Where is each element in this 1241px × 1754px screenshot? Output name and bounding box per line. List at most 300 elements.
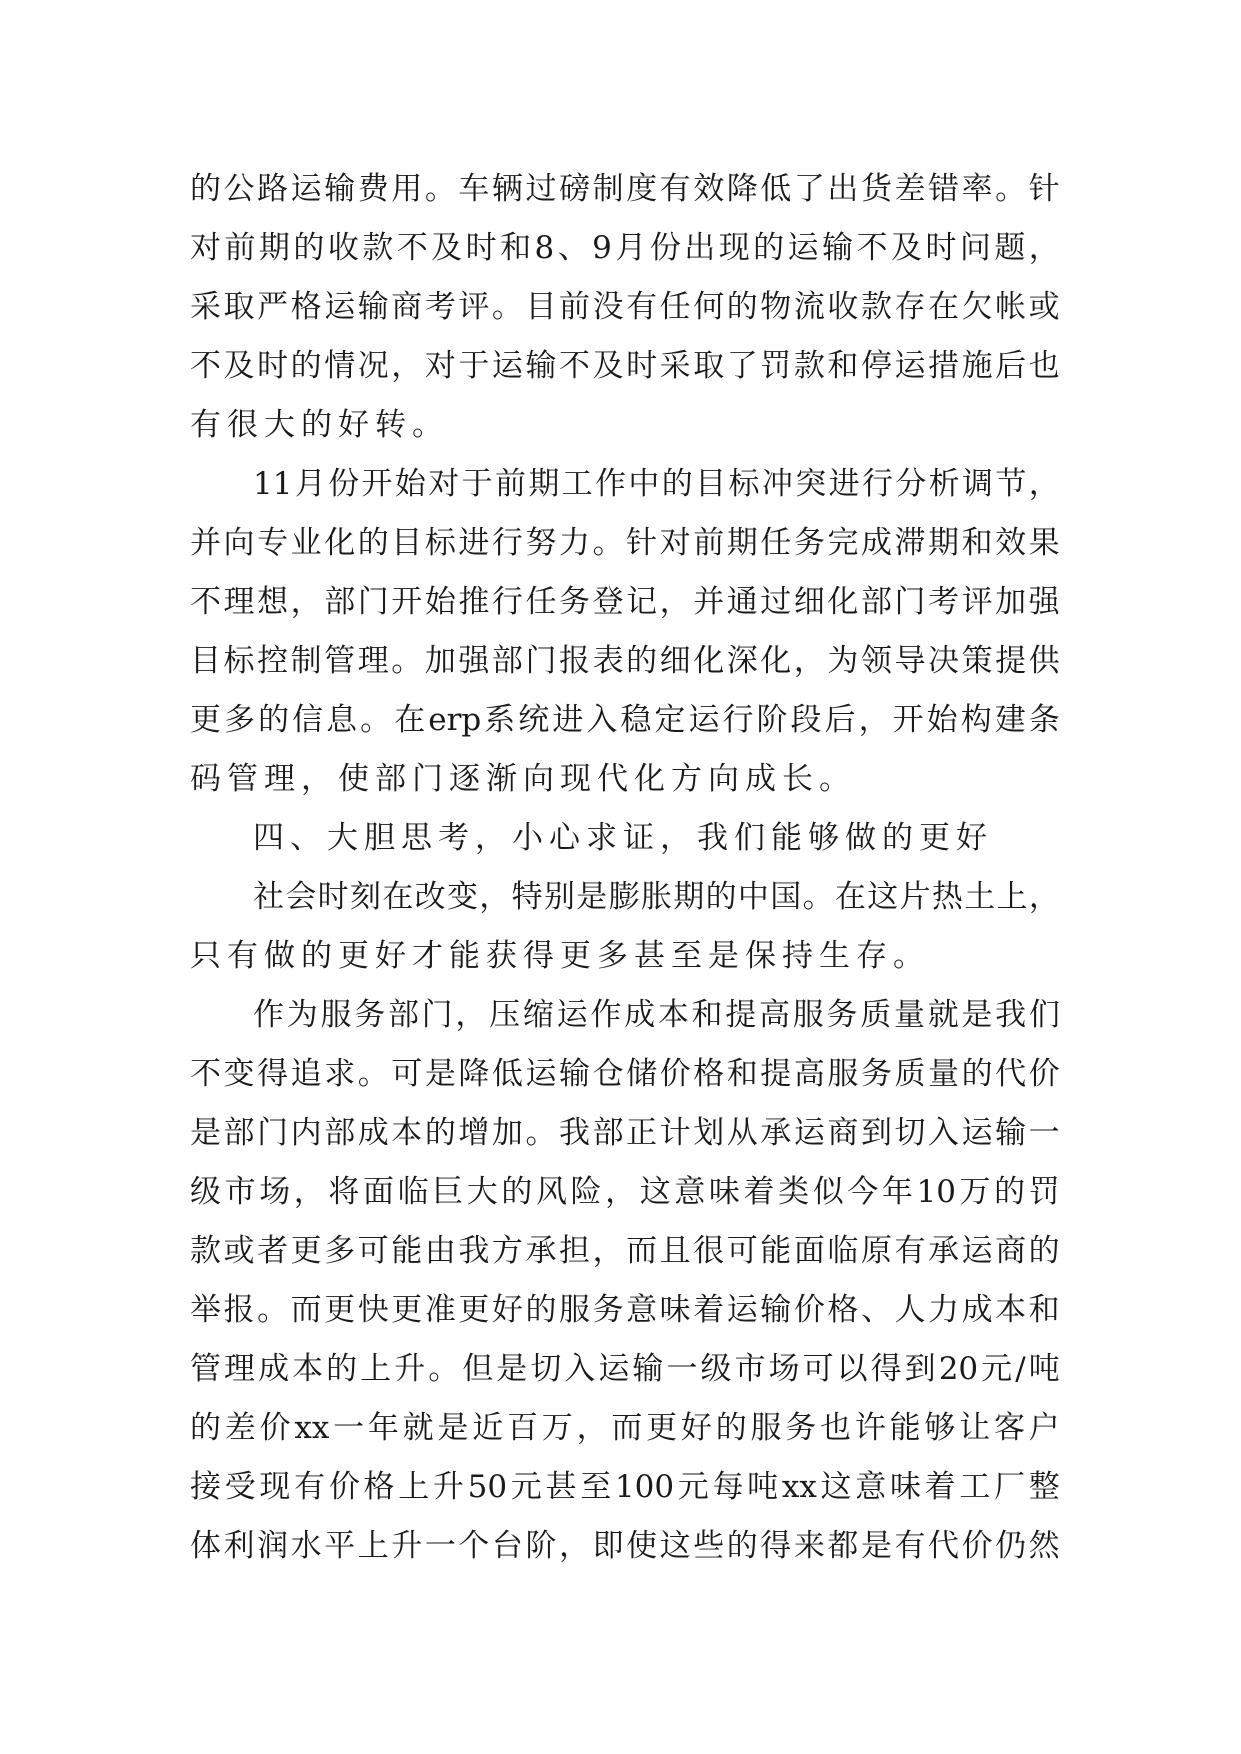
text-glyph: 前	[494, 466, 526, 502]
text-glyph: 对	[424, 348, 456, 384]
text-glyph: 针	[1028, 171, 1060, 207]
text-glyph: 报	[223, 1292, 255, 1328]
text-glyph: 于	[458, 348, 490, 384]
text-glyph: 但	[462, 1351, 494, 1387]
text-glyph: 作	[595, 466, 627, 502]
text-glyph: 路	[257, 171, 289, 207]
text-glyph: 部	[324, 584, 356, 620]
text-glyph: 也	[820, 1410, 852, 1446]
text-glyph: 目	[525, 289, 557, 325]
text-glyph: 。	[592, 525, 624, 561]
text-glyph: 代	[928, 1528, 960, 1564]
text-glyph: 变	[223, 1056, 255, 1092]
text-line	[190, 1340, 1060, 1399]
text-glyph: 润	[257, 1528, 289, 1564]
text-glyph: 承	[928, 1233, 960, 1269]
text-glyph: 得	[870, 1351, 902, 1387]
text-glyph: 成	[357, 1115, 389, 1151]
text-glyph: 就	[402, 1410, 434, 1446]
text-glyph: 降	[726, 171, 758, 207]
text-glyph: 款	[860, 289, 892, 325]
text-line	[190, 632, 1060, 691]
text-glyph: 通	[726, 584, 758, 620]
text-glyph: 味	[708, 1174, 740, 1210]
text-glyph: 追	[290, 1056, 322, 1092]
text-glyph: 开	[892, 702, 924, 738]
text-glyph: 成	[961, 1292, 993, 1328]
text-glyph: 商	[827, 1115, 859, 1151]
text-glyph: 目	[695, 466, 727, 502]
text-glyph: ，	[1028, 466, 1060, 502]
text-glyph: 方	[491, 1233, 523, 1269]
text-line	[190, 691, 1060, 750]
text-glyph: 及	[592, 348, 624, 384]
text-glyph: 这	[659, 1528, 691, 1564]
text-glyph: 行	[722, 702, 754, 738]
text-glyph: 阶	[756, 702, 788, 738]
text-glyph: 些	[693, 1528, 725, 1564]
text-glyph: 公	[223, 171, 255, 207]
text-glyph: 升	[432, 1469, 464, 1505]
text-glyph: 停	[860, 348, 892, 384]
text-glyph: 出	[827, 171, 859, 207]
text-line	[190, 1163, 1060, 1222]
text-glyph: 8	[534, 230, 555, 266]
text-glyph: 存	[894, 289, 926, 325]
text-glyph: 务	[826, 997, 858, 1033]
text-glyph: 部	[860, 584, 892, 620]
text-glyph: 输	[525, 348, 557, 384]
text-glyph: 的	[290, 348, 322, 384]
text-glyph: 服	[750, 1410, 782, 1446]
text-glyph: 市	[734, 1351, 766, 1387]
text-glyph: 前	[559, 289, 591, 325]
text-glyph: 客	[993, 1410, 1025, 1446]
text-glyph: 的	[626, 643, 658, 679]
text-glyph: 工	[959, 1469, 991, 1505]
text-glyph: 风	[535, 1174, 567, 1210]
text-glyph: 深	[726, 643, 758, 679]
text-glyph: 中	[737, 879, 769, 915]
text-glyph: 登	[592, 584, 624, 620]
text-glyph: 价	[328, 1469, 360, 1505]
text-glyph: 内	[290, 1115, 322, 1151]
text-glyph: 9	[592, 230, 612, 266]
text-glyph: ，	[479, 879, 511, 915]
text-glyph: 标	[223, 643, 255, 679]
text-glyph: 可	[802, 1351, 834, 1387]
text-line	[190, 219, 1060, 278]
text-glyph: 。	[802, 879, 834, 915]
text-glyph: 切	[894, 1115, 926, 1151]
text-glyph: 50	[467, 1469, 508, 1505]
text-glyph: 专	[257, 525, 289, 561]
text-glyph: 期	[528, 466, 560, 502]
text-glyph: 本	[657, 997, 689, 1033]
text-glyph: 压	[489, 997, 521, 1033]
text-glyph: 价	[793, 1292, 825, 1328]
text-glyph: 加	[424, 643, 456, 679]
text-glyph: 承	[525, 1233, 557, 1269]
text-glyph: 不	[190, 584, 221, 620]
text-glyph: 年	[881, 1174, 913, 1210]
text-glyph: 效	[693, 171, 725, 207]
text-line	[190, 278, 1060, 337]
text-glyph: 味	[659, 1292, 691, 1328]
text-glyph: 利	[223, 1528, 255, 1564]
text-glyph: 是	[424, 1056, 456, 1092]
text-glyph: 运	[961, 1233, 993, 1269]
text-glyph: 导	[894, 643, 926, 679]
text-glyph: 成	[860, 525, 892, 561]
document-body	[190, 160, 1060, 1576]
text-glyph: 任	[525, 584, 557, 620]
text-glyph: 对	[659, 525, 691, 561]
text-glyph: 从	[726, 1115, 758, 1151]
text-glyph: 运	[525, 1056, 557, 1092]
text-glyph: 个	[458, 1528, 490, 1564]
text-glyph: 着	[924, 1469, 956, 1505]
text-glyph: 10	[916, 1174, 956, 1210]
text-glyph: 物	[760, 289, 792, 325]
text-glyph: 着	[743, 1174, 775, 1210]
text-glyph: 代	[995, 1056, 1027, 1092]
text-glyph: 进	[552, 702, 584, 738]
text-glyph: 强	[1028, 584, 1060, 620]
text-glyph: 用	[391, 171, 423, 207]
text-glyph: 厂	[994, 1469, 1026, 1505]
text-glyph: 价	[659, 1056, 691, 1092]
text-glyph: 受	[224, 1469, 256, 1505]
text-glyph: 热	[931, 879, 963, 915]
text-glyph: 管	[190, 1351, 221, 1387]
text-glyph: 不	[190, 1056, 221, 1092]
text-line	[190, 1458, 1060, 1517]
text-glyph: 目	[190, 643, 221, 679]
text-glyph: 一	[666, 1351, 698, 1387]
text-line	[190, 1045, 1060, 1104]
text-glyph: 降	[458, 1056, 490, 1092]
text-glyph: 加	[995, 584, 1027, 620]
text-glyph: 调	[962, 466, 993, 502]
text-glyph: 运	[556, 997, 588, 1033]
text-glyph: 没	[592, 289, 624, 325]
text-glyph: 条	[1028, 702, 1060, 738]
text-glyph: 份	[649, 230, 681, 266]
text-glyph: 变	[446, 879, 478, 915]
text-glyph: 运	[726, 1292, 758, 1328]
text-glyph: 取	[223, 289, 255, 325]
text-glyph: 作	[590, 997, 622, 1033]
text-glyph: 为	[286, 997, 318, 1033]
text-glyph: 段	[790, 702, 822, 738]
text-glyph: 务	[559, 584, 591, 620]
text-glyph: 对	[428, 466, 460, 502]
text-line: 有很大的好转。	[190, 407, 449, 443]
text-glyph: 问	[959, 230, 991, 266]
text-glyph: 月	[615, 230, 647, 266]
text-glyph: 表	[592, 643, 624, 679]
text-glyph: 更	[190, 702, 221, 738]
text-glyph: 到	[904, 1351, 936, 1387]
text-glyph: 部	[223, 1115, 255, 1151]
text-line: 只有做的更好才能获得更多甚至是保持生存。	[190, 938, 930, 974]
text-glyph: 更	[646, 1410, 678, 1446]
text-glyph: ，	[293, 1174, 325, 1210]
text-glyph: 的	[326, 1351, 358, 1387]
text-glyph: 加	[491, 1115, 523, 1151]
text-glyph: 准	[424, 1292, 456, 1328]
text-glyph: 。	[360, 702, 392, 738]
text-glyph: ，	[1028, 879, 1060, 915]
text-line	[190, 1517, 1060, 1576]
text-glyph: 并	[693, 584, 725, 620]
text-glyph: 差	[224, 1410, 256, 1446]
text-glyph: 多	[224, 702, 256, 738]
text-glyph: 的	[258, 702, 290, 738]
text-glyph: 的	[726, 289, 758, 325]
text-glyph: 也	[1028, 348, 1060, 384]
text-glyph: 元	[677, 1469, 709, 1505]
text-glyph: 升	[394, 1351, 426, 1387]
text-glyph: 更	[458, 1292, 490, 1328]
text-glyph: 情	[324, 348, 356, 384]
text-glyph: 至	[580, 1469, 612, 1505]
text-glyph: 险	[570, 1174, 602, 1210]
text-glyph: 运	[491, 348, 523, 384]
text-glyph: 部	[592, 1115, 624, 1151]
text-glyph: 元	[981, 1351, 1013, 1387]
text-glyph: 况	[357, 348, 389, 384]
text-glyph: 是	[961, 997, 993, 1033]
text-glyph: 现	[259, 1469, 291, 1505]
text-glyph: 效	[995, 525, 1027, 561]
text-glyph: 化	[693, 643, 725, 679]
text-glyph: 的	[293, 230, 325, 266]
text-glyph: 在	[394, 702, 426, 738]
text-glyph: 率	[961, 171, 993, 207]
text-glyph: 和	[500, 230, 532, 266]
text-glyph: 阶	[525, 1528, 557, 1564]
text-glyph: 接	[190, 1469, 221, 1505]
text-glyph: 完	[827, 525, 859, 561]
text-glyph: 入	[586, 702, 618, 738]
text-glyph: 特	[511, 879, 543, 915]
text-glyph: 门	[894, 584, 926, 620]
text-glyph: 切	[530, 1351, 562, 1387]
text-glyph: 门	[257, 1115, 289, 1151]
text-glyph: 车	[458, 171, 490, 207]
text-glyph: 格	[290, 289, 322, 325]
text-glyph: ，	[290, 584, 322, 620]
text-glyph: 为	[827, 643, 859, 679]
text-glyph: 策	[961, 643, 993, 679]
text-glyph: 标	[424, 525, 456, 561]
text-glyph: 及	[890, 230, 922, 266]
text-glyph: 理	[223, 584, 255, 620]
text-glyph: 报	[559, 643, 591, 679]
text-glyph: 在	[834, 879, 866, 915]
text-glyph: 部	[387, 997, 419, 1033]
text-glyph: 的	[190, 171, 221, 207]
text-glyph: 力	[559, 525, 591, 561]
text-glyph: 有	[294, 1469, 326, 1505]
text-glyph: 得	[760, 1528, 792, 1564]
text-glyph: 控	[257, 643, 289, 679]
text-glyph: 作	[253, 997, 284, 1033]
text-glyph: 。	[357, 1056, 389, 1092]
text-glyph: 是	[576, 879, 608, 915]
text-glyph: 增	[458, 1115, 490, 1151]
text-glyph: 稳	[620, 702, 652, 738]
text-glyph: 格	[363, 1469, 395, 1505]
text-glyph: 低	[491, 1056, 523, 1092]
text-glyph: 信	[292, 702, 324, 738]
text-glyph: 针	[626, 525, 658, 561]
text-glyph: 服	[320, 997, 352, 1033]
text-glyph: 输	[760, 1292, 792, 1328]
text-glyph: 出	[684, 230, 716, 266]
text-glyph: 、	[557, 230, 589, 266]
text-glyph: 人	[894, 1292, 926, 1328]
text-glyph: 或	[1028, 289, 1060, 325]
text-glyph: 部	[324, 1115, 356, 1151]
text-glyph: 11	[253, 466, 293, 502]
text-glyph: 场	[768, 1351, 800, 1387]
text-glyph: 近	[472, 1410, 504, 1446]
text-glyph: 场	[259, 1174, 291, 1210]
text-glyph: 对	[190, 230, 221, 266]
text-glyph: 改	[414, 879, 446, 915]
text-glyph: 台	[491, 1528, 523, 1564]
text-glyph: 月	[294, 466, 326, 502]
text-glyph: 不	[856, 230, 888, 266]
text-glyph: 的	[424, 1115, 456, 1151]
text-glyph: 措	[928, 348, 960, 384]
text-line	[190, 514, 1060, 573]
text-glyph: 款	[190, 1233, 221, 1269]
text-glyph: 水	[290, 1528, 322, 1564]
text-glyph: 统	[518, 702, 550, 738]
text-glyph: 货	[860, 171, 892, 207]
text-glyph: 服	[827, 1056, 859, 1092]
text-glyph: 元	[510, 1469, 542, 1505]
text-glyph: 价	[1028, 1056, 1060, 1092]
text-glyph: 和	[726, 1056, 758, 1092]
text-glyph: 评	[961, 584, 993, 620]
text-glyph: 及	[223, 348, 255, 384]
text-glyph: 的	[961, 1056, 993, 1092]
text-glyph: 国	[770, 879, 802, 915]
text-glyph: 体	[190, 1528, 221, 1564]
text-glyph: 分	[895, 466, 927, 502]
text-glyph: 系	[484, 702, 516, 738]
text-glyph: 份	[328, 466, 360, 502]
text-glyph: 何	[693, 289, 725, 325]
text-glyph: 都	[827, 1528, 859, 1564]
text-glyph: 采	[659, 348, 691, 384]
text-glyph: 输	[995, 1115, 1027, 1151]
text-glyph: ，	[605, 1174, 637, 1210]
text-glyph: 计	[659, 1115, 691, 1151]
text-glyph: 低	[760, 171, 792, 207]
text-glyph: 工	[561, 466, 593, 502]
text-glyph: 上	[357, 1528, 389, 1564]
text-glyph: 一	[1028, 1115, 1060, 1151]
text-glyph: 严	[257, 289, 289, 325]
text-glyph: 的	[726, 1528, 758, 1564]
text-glyph: ，	[455, 997, 487, 1033]
text-glyph: 量	[893, 997, 925, 1033]
text-glyph: 提	[995, 643, 1027, 679]
text-glyph: 取	[693, 348, 725, 384]
text-glyph: 冲	[761, 466, 793, 502]
text-glyph: 收	[827, 289, 859, 325]
text-glyph: 而	[626, 1233, 658, 1269]
text-glyph: 流	[793, 289, 825, 325]
text-glyph: 级	[190, 1174, 221, 1210]
text-glyph: 罚	[760, 348, 792, 384]
text-glyph: 刻	[349, 879, 381, 915]
text-glyph: 好	[680, 1410, 712, 1446]
text-glyph: 提	[760, 1056, 792, 1092]
text-glyph: 着	[693, 1292, 725, 1328]
text-glyph: 能	[391, 1233, 423, 1269]
text-glyph: 大	[466, 1174, 498, 1210]
text-glyph: 缩	[522, 997, 554, 1033]
text-glyph: 成	[258, 1351, 290, 1387]
text-glyph: 建	[994, 702, 1026, 738]
text-glyph: 划	[693, 1115, 725, 1151]
text-glyph: 题	[994, 230, 1026, 266]
text-glyph: 服	[559, 1292, 591, 1328]
text-glyph: 的	[525, 1292, 557, 1328]
text-glyph: 100	[614, 1469, 675, 1505]
text-glyph: 期	[673, 879, 705, 915]
text-glyph: 后	[824, 702, 856, 738]
text-line	[190, 1104, 1060, 1163]
text-glyph: 吨	[1028, 1351, 1060, 1387]
text-glyph: 胀	[640, 879, 672, 915]
text-line	[190, 1399, 1060, 1458]
text-glyph: 甚	[545, 1469, 577, 1505]
text-glyph: xx	[781, 1469, 817, 1505]
text-glyph: 者	[257, 1233, 289, 1269]
text-glyph: 似	[812, 1174, 844, 1210]
text-glyph: 务	[592, 1292, 624, 1328]
text-glyph: 了	[793, 171, 825, 207]
text-glyph: 储	[626, 1056, 658, 1092]
text-glyph: 制	[592, 171, 624, 207]
text-glyph: 是	[496, 1351, 528, 1387]
text-glyph: 时	[925, 230, 957, 266]
text-glyph: 有	[894, 1233, 926, 1269]
text-glyph: 推	[458, 584, 490, 620]
text-glyph: 仍	[995, 1528, 1027, 1564]
text-line	[190, 455, 1060, 514]
text-glyph: 户	[1028, 1410, 1060, 1446]
text-glyph: 业	[290, 525, 322, 561]
text-glyph: 可	[726, 1233, 758, 1269]
text-glyph: 门	[357, 584, 389, 620]
text-glyph: 本	[995, 1292, 1027, 1328]
text-glyph: 理	[357, 643, 389, 679]
text-glyph: 可	[357, 1233, 389, 1269]
text-glyph: 目	[391, 525, 423, 561]
text-glyph: 期	[726, 525, 758, 561]
text-glyph: 年	[367, 1410, 399, 1446]
text-glyph: 本	[391, 1115, 423, 1151]
